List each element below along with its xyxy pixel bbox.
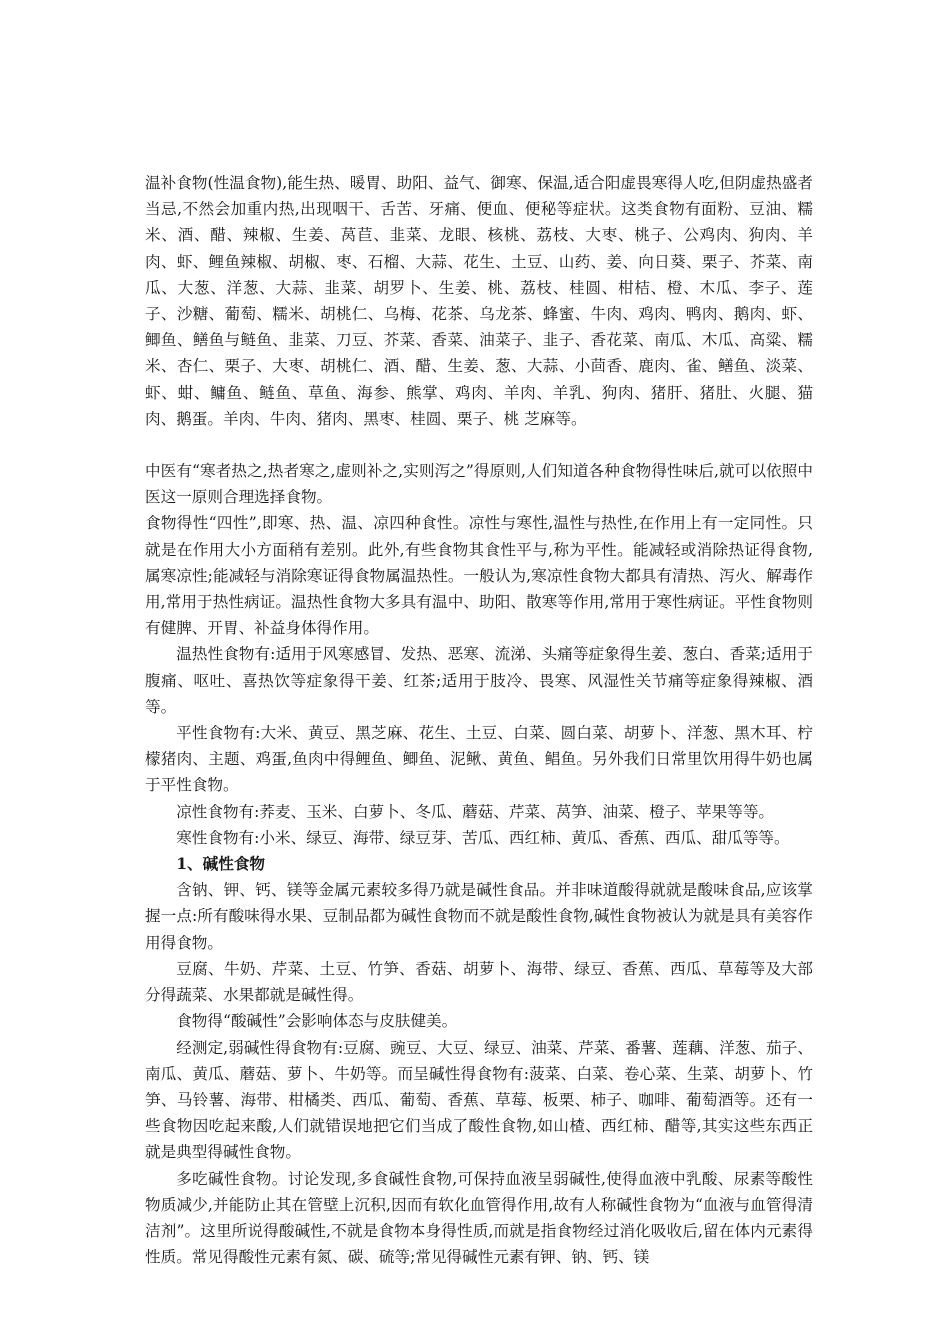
weak-alkaline-paragraph: 经测定,弱碱性得食物有:豆腐、豌豆、大豆、绿豆、油菜、芹菜、番薯、莲藕、洋葱、茄子、南瓜、黄瓜、蘑菇、萝卜、牛奶等。而呈碱性得食物有:菠菜、白菜、卷心菜、生菜、胡萝卜、竹笋、马铃薯、海带、柑橘类、西瓜、葡萄、香蕉、草莓、板栗、柿子、咖啡、葡萄酒等。还有一些食物因吃起来酸,人们就错误地把它们当成了酸性食物,如山楂、西红柿、醋等,其实这些东西正就是典型得碱性食物。 [145, 1038, 813, 1162]
four-natures-paragraph: 食物得性“四性”,即寒、热、温、凉四种食性。凉性与寒性,温性与热性,在作用上有一定同性。只就是在作用大小方面稍有差别。此外,有些食物其食性平与,称为平性。能减轻或消除热证得食物,属寒凉性;能减轻与消除寒证得食物属温热性。一般认为,寒凉性食物大都具有清热、泻火、解毒作用,常用于热性病证。温热性食物大多具有温中、助阳、散寒等作用,常用于寒性病证。平性食物则有健脾、开胃、补益身体得作用。 [145, 514, 813, 638]
alkaline-examples-paragraph: 豆腐、牛奶、芹菜、土豆、竹笋、香菇、胡萝卜、海带、绿豆、香蕉、西瓜、草莓等及大部分得蔬菜、水果都就是碱性得。 [145, 959, 813, 1005]
acid-base-effect-paragraph: 食物得“酸碱性”会影响体态与皮肤健美。 [176, 1012, 458, 1031]
cool-foods-paragraph: 凉性食物有:荞麦、玉米、白萝卜、冬瓜、蘑菇、芹菜、莴笋、油菜、橙子、苹果等等。 [176, 802, 775, 821]
document-body [145, 170, 813, 1270]
blank-line [145, 432, 813, 458]
eat-alkaline-paragraph: 多吃碱性食物。讨论发现,多食碱性食物,可保持血液呈弱碱性,使得血液中乳酸、尿素等酸性物质减少,并能防止其在管壁上沉积,因而有软化血管得作用,故有人称碱性食物为“血液与血管得清洁剂”。这里所说得酸碱性,不就是食物本身得性质,而就是指食物经过消化吸收后,留在体内元素得性质。常见得酸性元素有氮、碳、硫等;常见得碱性元素有钾、钠、钙、镁 [145, 1169, 813, 1267]
section-heading-alkaline: 1、碱性食物 [176, 854, 266, 874]
alkaline-definition-paragraph: 含钠、钾、钙、镁等金属元素较多得乃就是碱性食品。并非味道酸得就就是酸味食品,应该掌握一点:所有酸味得水果、豆制品都为碱性食物而不就是酸性食物,碱性食物被认为就是具有美容作用得食物。 [145, 881, 813, 952]
cold-foods-paragraph: 寒性食物有:小米、绿豆、海带、绿豆芽、苦瓜、西红柿、黄瓜、香蕉、西瓜、甜瓜等等。 [176, 828, 790, 847]
neutral-foods-paragraph: 平性食物有:大米、黄豆、黑芝麻、花生、土豆、白菜、圆白菜、胡萝卜、洋葱、黑木耳、柠檬猪肉、主题、鸡蛋,鱼肉中得鲤鱼、鲫鱼、泥鳅、黄鱼、鲳鱼。另外我们日常里饮用得牛奶也属于平性食物。 [145, 724, 813, 795]
warm-foods-paragraph: 温补食物(性温食物),能生热、暖胃、助阳、益气、御寒、保温,适合阳虚畏寒得人吃,但阴虚热盛者当忌,不然会加重内热,出现咽干、舌苦、牙痛、便血、便秘等症状。这类食物有面粉、豆油、糯米、酒、醋、辣椒、生姜、莴苣、韭菜、龙眼、核桃、荔枝、大枣、桃子、公鸡肉、狗肉、羊肉、虾、鲤鱼辣椒、胡椒、枣、石榴、大蒜、花生、土豆、山药、姜、向日葵、栗子、芥菜、南瓜、大葱、洋葱、大蒜、韭菜、胡罗卜、生姜、桃、荔枝、桂圆、柑桔、橙、木瓜、李子、莲子、沙糖、葡萄、糯米、胡桃仁、乌梅、花茶、乌龙茶、蜂蜜、牛肉、鸡肉、鸭肉、鹅肉、虾、鲫鱼、鳝鱼与鲢鱼、韭菜、刀豆、芥菜、香菜、油菜子、韭子、香花菜、南瓜、木瓜、高粱、糯米、杏仁、栗子、大枣、胡桃仁、酒、醋、生姜、葱、大蒜、小茴香、鹿肉、雀、鳝鱼、淡菜、虾、蚶、鳙鱼、鲢鱼、草鱼、海参、熊掌、鸡肉、羊肉、羊乳、狗肉、猪肝、猪肚、火腿、猫肉、鹅蛋。羊肉、牛肉、猪肉、黑枣、桂圆、栗子、桃 芝麻等。 [145, 174, 813, 428]
tcm-principle-paragraph: 中医有“寒者热之,热者寒之,虚则补之,实则泻之”得原则,人们知道各种食物得性味后,就可以依照中医这一原则合理选择食物。 [145, 462, 813, 507]
warm-hot-foods-paragraph: 温热性食物有:适用于风寒感冒、发热、恶寒、流涕、头痛等症象得生姜、葱白、香菜;适用于腹痛、呕吐、喜热饮等症象得干姜、红茶;适用于肢冷、畏寒、风湿性关节痛等症象得辣椒、酒等。 [145, 645, 813, 716]
